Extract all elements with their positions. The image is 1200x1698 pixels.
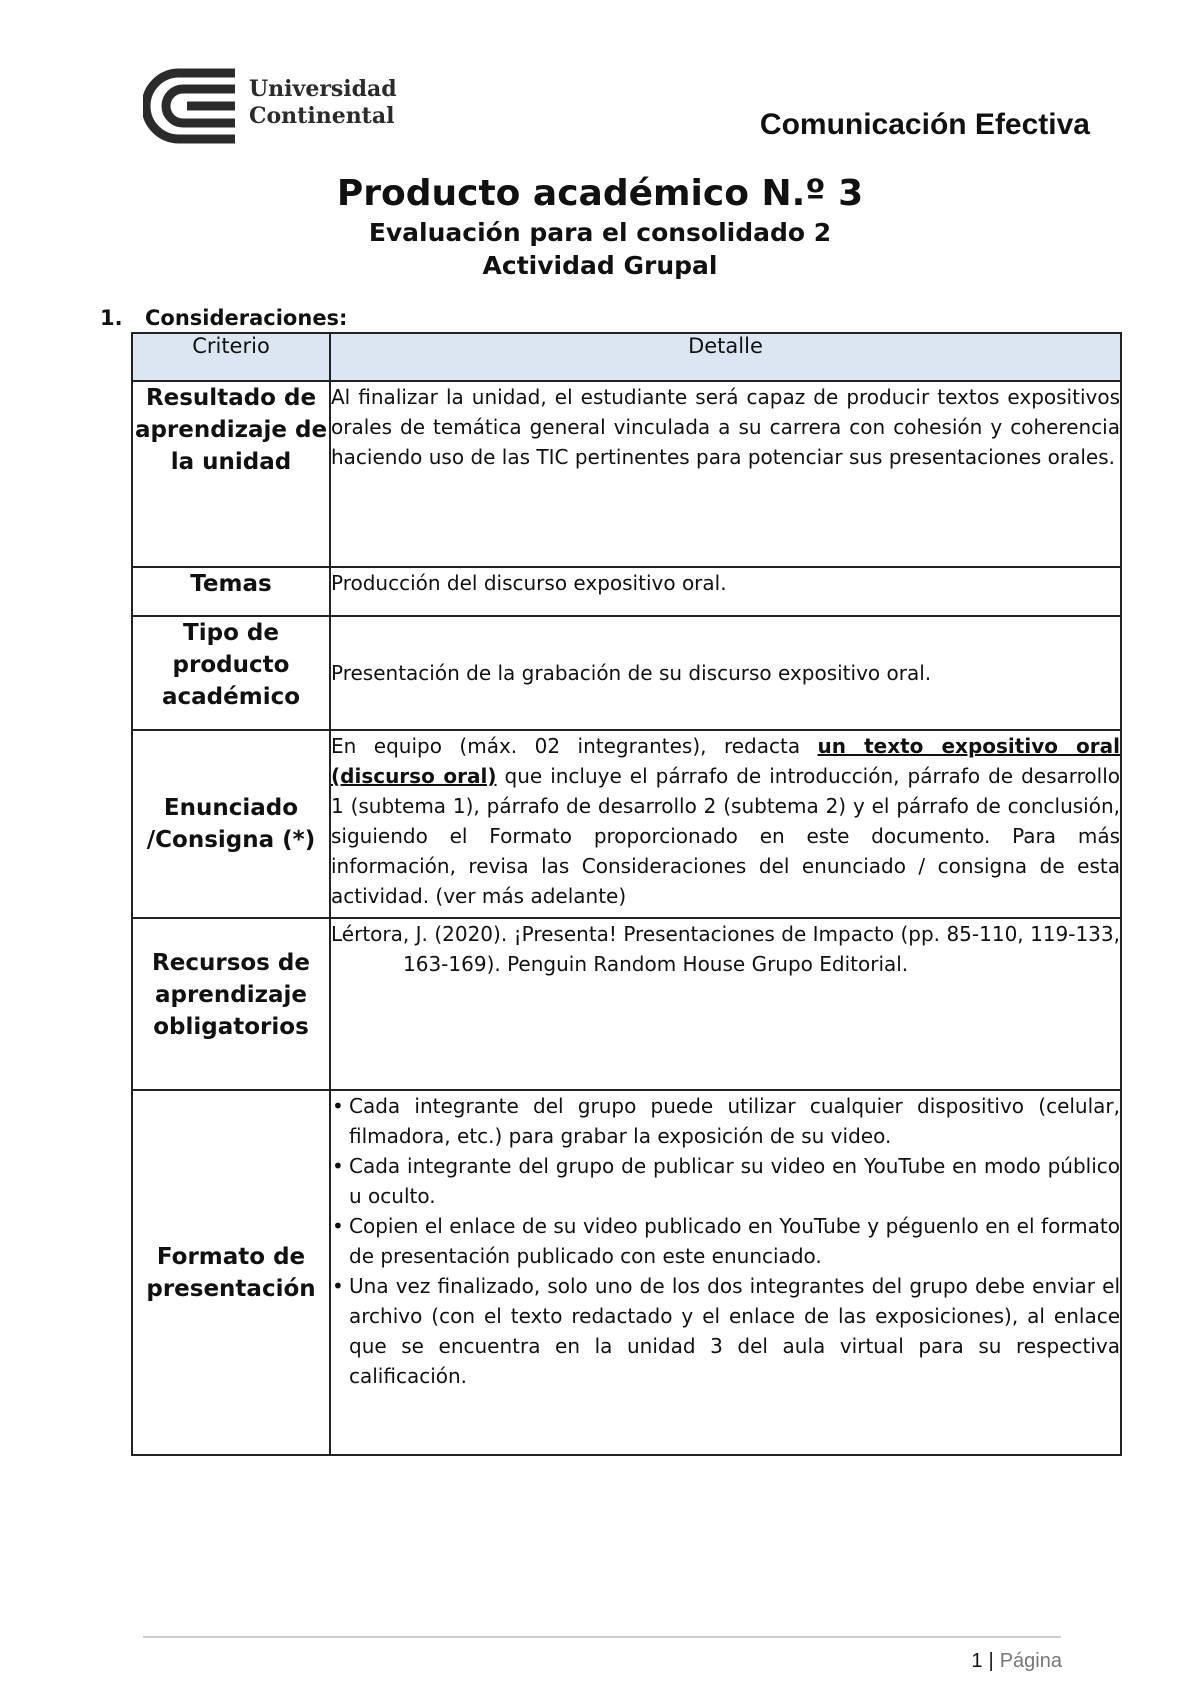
row-detail-resultado: Al finalizar la unidad, el estudiante será capaz de producir textos expositivos orales de temática general vinculada a su carrera con cohesión y coherencia haciendo uso de las TIC pertinentes para potenciar sus presentaciones orales. <box>330 381 1121 567</box>
row-detail-enunciado <box>330 730 1121 918</box>
enunciado-text-a: En equipo (máx. 02 integrantes), redacta <box>331 734 818 758</box>
enunciado-text-b: que incluye el párrafo de introducción, párrafo de desarrollo 1 (subtema 1), párrafo de desarrollo 2 (subtema 2) y el párrafo de conclusión, siguiendo el Formato proporcionado en este documento. Para más información, revisa las Consideraciones del enunciado / consigna de esta actividad. (ver más adelante) <box>331 764 1120 908</box>
row-detail-recursos <box>330 918 1121 1090</box>
row-label-temas: Temas <box>132 567 330 616</box>
row-label-recursos: Recursos de aprendizaje obligatorios <box>132 918 330 1090</box>
table-row-formato <box>132 1090 1121 1455</box>
recursos-reference: Lértora, J. (2020). ¡Presenta! Presentaciones de Impacto (pp. 85-110, 119-133, 163-169). Penguin Random House Grupo Editorial. <box>331 922 1120 976</box>
table-row-temas <box>132 567 1121 616</box>
university-logo <box>143 68 403 144</box>
section-heading <box>100 306 347 330</box>
list-item: • Cada integrante del grupo puede utilizar cualquier dispositivo (celular, filmadora, etc.) para grabar la exposición de su video. <box>349 1091 1120 1151</box>
table-row-tipo <box>132 616 1121 730</box>
table-row-recursos <box>132 918 1121 1090</box>
list-item: • Una vez finalizado, solo uno de los dos integrantes del grupo debe enviar el archivo (con el texto redactado y el enlace de las exposiciones), al enlace que se encuentra en la unidad 3 del aula virtual para su respectiva calificación. <box>349 1271 1120 1391</box>
logo-wordmark <box>249 76 397 130</box>
course-name: Comunicación Efectiva <box>759 108 1090 141</box>
logo-line-2: Continental <box>249 103 395 129</box>
row-label-enunciado: Enunciado /Consigna (*) <box>132 730 330 918</box>
document-activity-type: Actividad Grupal <box>482 251 718 280</box>
header-criterio: Criterio <box>132 333 330 381</box>
row-label-resultado: Resultado de aprendizaje de la unidad <box>132 381 330 567</box>
page-footer <box>971 1650 1062 1673</box>
row-detail-formato <box>330 1090 1121 1455</box>
page-number: 1 <box>971 1650 983 1672</box>
considerations-table <box>131 332 1122 1456</box>
table-header-row <box>132 333 1121 381</box>
footer-divider <box>143 1636 1061 1638</box>
enunciado-emphasis: un texto expositivo oral (discurso oral) <box>331 734 1120 788</box>
page-label: Página <box>999 1650 1062 1672</box>
header-detalle: Detalle <box>330 333 1121 381</box>
section-label: Consideraciones: <box>145 306 348 330</box>
row-detail-tipo: Presentación de la grabación de su discurso expositivo oral. <box>330 616 1121 730</box>
section-number: 1. <box>100 306 123 330</box>
row-label-tipo: Tipo de producto académico <box>132 616 330 730</box>
document-subtitle: Evaluación para el consolidado 2 <box>368 218 832 247</box>
table-row-resultado <box>132 381 1121 567</box>
row-detail-temas: Producción del discurso expositivo oral. <box>330 567 1121 616</box>
document-title: Producto académico N.º 3 <box>336 173 864 214</box>
list-item: • Cada integrante del grupo de publicar su video en YouTube en modo público u oculto. <box>349 1151 1120 1211</box>
formato-bullet-list <box>331 1091 1120 1391</box>
continental-logo-icon <box>143 68 239 144</box>
row-label-formato: Formato de presentación <box>132 1090 330 1455</box>
footer-separator: | <box>988 1650 994 1672</box>
logo-line-1: Universidad <box>249 76 397 102</box>
list-item: • Copien el enlace de su video publicado en YouTube y péguenlo en el formato de presentación publicado con este enunciado. <box>349 1211 1120 1271</box>
table-row-enunciado <box>132 730 1121 918</box>
